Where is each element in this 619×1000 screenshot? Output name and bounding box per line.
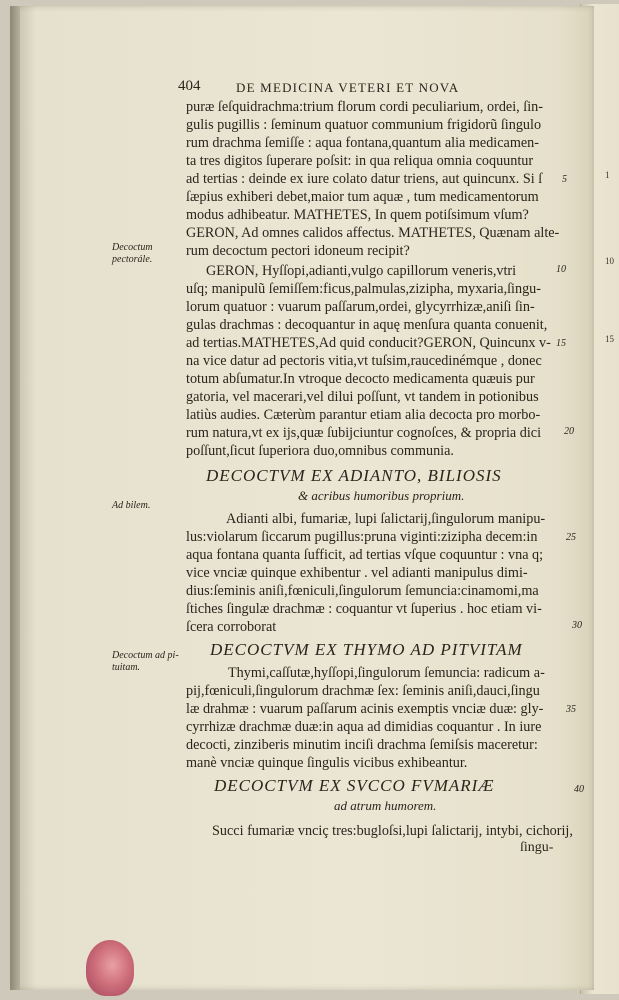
line-number: 10 xyxy=(556,264,566,275)
text-line: ta tres digitos ſuperare poſsit: in qua reliqua omnia coquuntur xyxy=(186,153,534,169)
line-number: 15 xyxy=(556,338,566,349)
next-page-mark: 1 xyxy=(605,170,610,180)
text-line: ſæpius exhiberi debet,maior tum aquæ , tum medicamentorum xyxy=(186,189,539,205)
text-line: aqua fontana quanta ſufficit, ad tertias vſque coquuntur : vna q; xyxy=(186,547,544,563)
text-line: modus adhibeatur. MATHETES, In quem potiſsimum vſum? xyxy=(186,207,529,223)
text-line: poſſunt,ſicut ſuperiora duo,omnibus communia. xyxy=(186,443,454,459)
page-header xyxy=(0,78,600,98)
text-line: Thymi,caſſutæ,hyſſopi,ſingulorum ſemuncia: radicum a- xyxy=(228,665,545,681)
text-line: gatoria, vel macerari,vel dilui poſſunt, vt tandem in potionibus xyxy=(186,389,539,405)
text-line: læ drahmæ : vuarum paſſarum acinis exemptis vnciæ duæ: gly- xyxy=(186,701,544,717)
text-line: Adianti albi, fumariæ, lupi ſalictarij,ſingulorum manipu- xyxy=(226,511,546,527)
text-line: rum drachma ſemiſſe : aqua fontana,quantum alia medicamen- xyxy=(186,135,539,151)
text-line: pij,fœniculi,ſingulorum drachmæ ſex: ſeminis aniſi,dauci,ſingu xyxy=(186,683,540,699)
text-line: gulis pugillis : ſeminum quatuor communium frigidorũ ſingulo xyxy=(186,117,542,133)
line-number: 35 xyxy=(566,704,576,715)
section-subheading: & acribus humoribus proprium. xyxy=(298,488,465,503)
line-number: 30 xyxy=(572,620,582,631)
text-line: ſtiches ſingulæ drachmæ : coquantur vt ſuperius . hoc etiam vi- xyxy=(186,601,542,617)
text-line: rum natura,vt ex ijs,quæ ſubijciuntur cognoſces, & propria dici xyxy=(186,425,542,441)
text-line: rum decoctum pectori idoneum recipit? xyxy=(186,243,410,259)
text-line: uſq; manipulũ ſemiſſem:ficus,palmulas,zizipha, myxaria,ſingu- xyxy=(186,281,541,297)
catchword: ſingu- xyxy=(520,840,554,855)
margin-note: Ad bilem. xyxy=(112,500,151,511)
section-subheading: ad atrum humorem. xyxy=(334,798,437,813)
text-line: ad tertias.MATHETES,Ad quid conducit?GERON, Quincunx v- xyxy=(186,335,551,351)
text-line: decocti, zinziberis minutim inciſi drachma ſemiſsis maceretur: xyxy=(186,737,538,753)
text-line: gulas drachmas : decoquantur in aquę menſura quanta conuenit, xyxy=(186,317,548,333)
text-line: puræ ſeſquidrachma:trium florum cordi peculiarium, ordei, ſin- xyxy=(186,99,543,115)
text-line: na vice datur ad pectoris vitia,vt tuſsim,raucedinémque , donec xyxy=(186,353,542,369)
text-line: Succi fumariæ vnciç tres:bugloſsi,lupi ſalictarij, intybi, cichorij, xyxy=(212,823,573,839)
line-number: 40 xyxy=(574,784,584,795)
running-head: DE MEDICINA VETERI ET NOVA xyxy=(236,80,460,95)
section-heading: DECOCTVM EX THYMO AD PITVITAM xyxy=(210,640,523,659)
text-line: dius:ſeminis aniſi,fœniculi,ſingulorum ſemuncia:cinamomi,ma xyxy=(186,583,539,599)
next-page-mark: 15 xyxy=(605,334,614,344)
next-page-mark: 10 xyxy=(605,256,614,266)
text-line: lus:violarum ſiccarum pugillus:pruna viginti:zizipha decem:in xyxy=(186,529,538,545)
section-heading: DECOCTVM EX SVCCO FVMARIÆ xyxy=(214,776,495,795)
line-number: 20 xyxy=(564,426,574,437)
text-line: vice vnciæ quinque exhibentur . vel adianti manipulus dimi- xyxy=(186,565,528,581)
page-gutter xyxy=(10,6,20,990)
thumb-image xyxy=(86,940,134,996)
text-line: manè vnciæ quinque ſingulis vicibus exhibeantur. xyxy=(186,755,468,771)
text-line: GERON, Hyſſopi,adianti,vulgo capillorum veneris,vtri xyxy=(206,263,517,279)
text-line: GERON, Ad omnes calidos affectus. MATHETES, Quænam alte- xyxy=(186,225,560,241)
section-heading: DECOCTVM EX ADIANTO, BILIOSIS xyxy=(206,466,502,485)
line-number: 5 xyxy=(562,174,567,185)
page-number: 404 xyxy=(178,78,201,94)
line-number: 25 xyxy=(566,532,576,543)
text-line: cyrrhizæ drachmæ duæ:in aqua ad dimidias coquantur . In iure xyxy=(186,719,542,735)
margin-note: Decoctum pectorále. xyxy=(112,242,153,265)
text-line: ſcera corroborat xyxy=(186,619,277,635)
text-line: ad tertias : deinde ex iure colato datur triens, aut quincunx. Si ſ xyxy=(186,171,543,187)
text-line: lorum quatuor : vuarum paſſarum,ordei, glycyrrhizæ,aniſi ſin- xyxy=(186,299,535,315)
margin-note: Decoctum ad pi-tuitam. xyxy=(112,650,179,673)
text-line: latiùs audies. Cæterùm parantur etiam alia decocta pro morbo- xyxy=(186,407,541,423)
text-line: totum abſumatur.In vtroque decocto medicamenta quæuis pur xyxy=(186,371,535,387)
